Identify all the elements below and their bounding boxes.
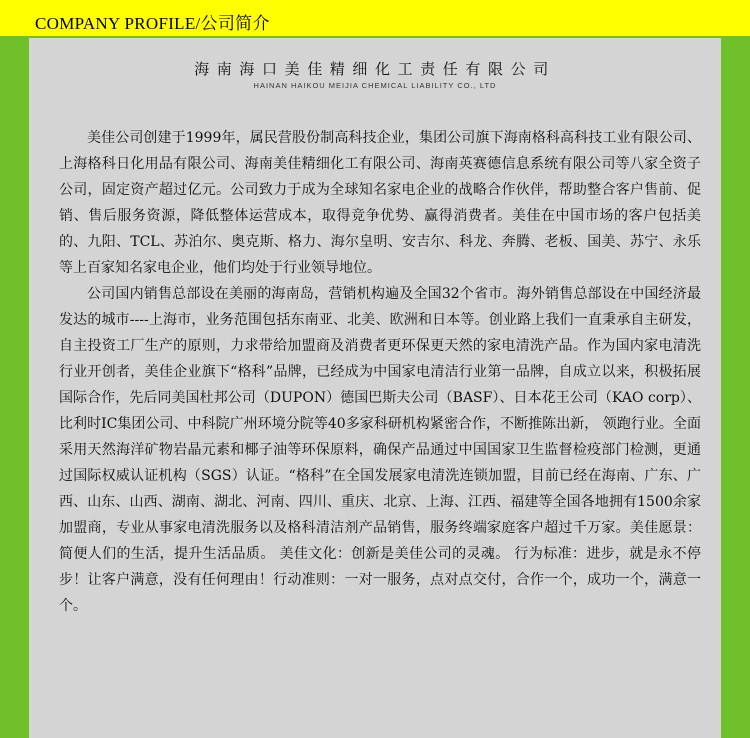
section-header (0, 0, 750, 38)
company-name-cn: 海南海口美佳精细化工责任有限公司 (194, 60, 556, 78)
company-name-en: HAINAN HAIKOU MEIJIA CHEMICAL LIABILITY CO., LTD (253, 81, 497, 90)
section-title: COMPANY PROFILE/公司简介 (35, 14, 270, 33)
profile-paragraph: 美佳公司创建于1999年，属民营股份制高科技企业，集团公司旗下海南格科高科技工业有限公司、上海格科日化用品有限公司、海南美佳精细化工有限公司、海南英赛德信息系统有限公司等八家全资子公司，固定资产超过亿元。公司致力于成为全球知名家电企业的战略合作伙伴，帮助整合客户售前、促销、售后服务资源，降低整体运营成本，取得竞争优势、赢得消费者。美佳在中国市场的客户包括美的、九阳、TCL、苏泊尔、奥克斯、格力、海尔皇明、安吉尔、科龙、奔腾、老板、国美、苏宁、永乐等上百家知名家电企业，他们均处于行业领导地位。 (59, 130, 701, 276)
profile-paragraph: 公司国内销售总部设在美丽的海南岛，营销机构遍及全国32个省市。海外销售总部设在中国经济最发达的城市----上海市，业务范围包括东南亚、北美、欧洲和日本等。创业路上我们一直秉承自主研发，自主投资工厂生产的原则，力求带给加盟商及消费者更环保更天然的家电清洗产品。作为国内家电清洗行业开创者，美佳企业旗下“格科”品牌，已经成为中国家电清洁行业第一品牌，自成立以来，积极拓展国际合作，先后同美国杜邦公司（DUPON）德国巴斯夫公司（BASF）、日本花王公司（KAO corp）、比利时IC集团公司、中科院广州环境分院等40多家科研机构紧密合作，不断推陈出新， 领跑行业。全面采用天然海洋矿物岩晶元素和椰子油等环保原料，确保产品通过中国国家卫生监督检疫部门检测，更通过国际权威认证机构（SGS）认证。“格科”在全国发展家电清洗连锁加盟，目前已经在海南、广东、广西、山东、山西、湖南、湖北、河南、四川、重庆、北京、上海、江西、福建等全国各地拥有1500余家加盟商，专业从事家电清洗服务以及格科清洁剂产品销售，服务终端家庭客户超过千万家。美佳愿景：简便人们的生活，提升生活品质。 美佳文化：创新是美佳公司的灵魂。 行为标准：进步，就是永不停步！让客户满意，没有任何理由！行动准则：一对一服务，点对点交付，合作一个，成功一个，满意一个。 (59, 286, 701, 614)
content-panel (29, 38, 721, 738)
profile-text (59, 125, 701, 619)
